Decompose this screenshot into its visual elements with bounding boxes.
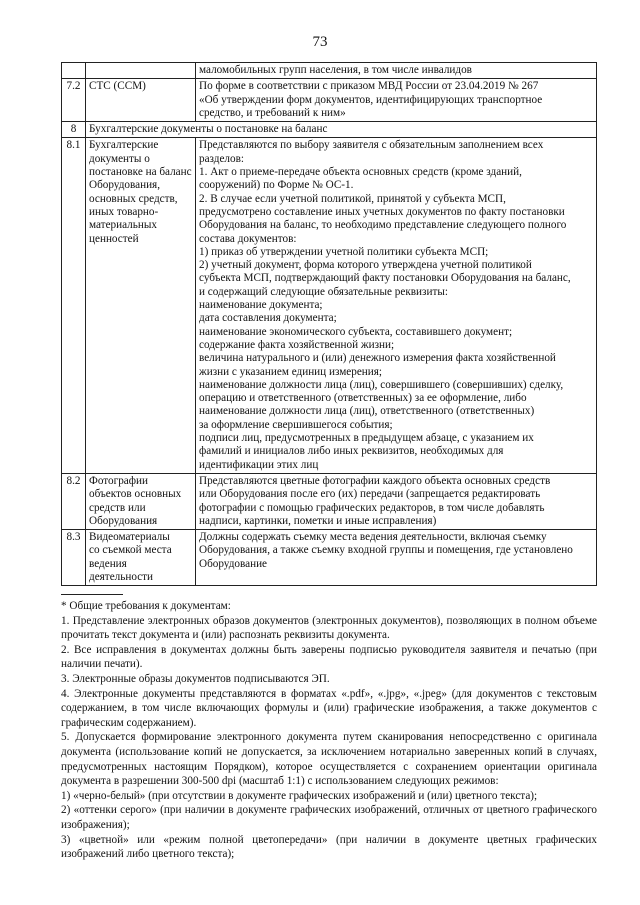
row-name-line: документы о: [89, 152, 150, 165]
content-line: величина натурального и (или) денежного измерения факта хозяйственной: [199, 352, 556, 365]
row-name-line: Фотографии: [89, 474, 148, 487]
content-line: «Об утверждении форм документов, идентифицирующих транспортное: [199, 93, 543, 106]
row-name-line: объектов основных: [89, 488, 182, 501]
row-number-cell: [62, 63, 86, 79]
content-line: и содержащий следующие обязательные реквизиты:: [199, 285, 448, 298]
table-row-7-2: [62, 79, 597, 122]
content-line: жизни с указанием единиц измерения;: [199, 365, 383, 378]
content-line: Представляются цветные фотографии каждого объекта основных средств: [199, 474, 551, 487]
documents-table: [61, 62, 597, 586]
section-number: 8: [62, 122, 86, 138]
row-name: [86, 473, 196, 529]
content-line: 1) приказ об утверждении учетной политики субъекта МСП;: [199, 245, 489, 258]
note-item: 2. Все исправления в документах должны быть заверены подписью руководителя заявителя и печатью (при наличии печати).: [61, 643, 597, 671]
table-row-8-2: [62, 473, 597, 529]
footnote-divider: [61, 594, 123, 595]
row-content: [196, 79, 597, 122]
note-item: 5. Допускается формирование электронного документа путем сканирования непосредственно с оригинала документа (использование копий не допускается, за исключением нотариально заверенных копий в случаях, предусмотренных настоящим Порядком), которое осуществляется с сохранением ориентации оригинала документа в разрешении 300-500 dpi (масштаб 1:1) с использованием следующих режимов:: [61, 731, 597, 788]
content-line: дата составления документа;: [199, 312, 337, 325]
content-line: разделов:: [199, 152, 245, 165]
row-name-line: материальных: [89, 219, 157, 232]
content-line: содержание факта хозяйственной жизни;: [199, 338, 395, 351]
row-name-line: ведения: [89, 557, 127, 570]
content-line: подписи лиц, предусмотренных в предыдущем абзаце, с указанием их: [199, 432, 534, 445]
note-item: 3. Электронные образы документов подписываются ЭП.: [61, 672, 330, 685]
content-line: Оборудование: [199, 557, 268, 570]
content-line: Должны содержать съемку места ведения деятельности, включая съемку: [199, 531, 547, 544]
content-line: предусмотрено составление иных учетных документов по факту постановки: [199, 205, 565, 218]
row-name: [86, 530, 196, 586]
document-requirements-notes: [61, 599, 597, 862]
table-row-8-3: [62, 530, 597, 586]
content-line: наименование документа;: [199, 299, 323, 312]
note-item: 4. Электронные документы представляются в форматах «.pdf», «.jpg», «.jpeg» (для документов с текстовым содержанием, в том числе включающих формулы и (или) графические изображения, а также документов с графическим содержанием).: [61, 687, 597, 729]
content-line: наименование должности лица (лиц), совершившего (совершивших) сделку,: [199, 378, 564, 391]
continuation-text: маломобильных групп населения, в том числе инвалидов: [196, 63, 597, 79]
note-item: 1) «черно-белый» (при отсутствии в документе графических изображений и (или) цветного текста);: [61, 789, 538, 802]
row-name-cell: [86, 63, 196, 79]
row-name-line: СТС (ССМ): [89, 80, 146, 93]
page-number: 73: [312, 34, 328, 50]
content-line: Представляются по выбору заявителя с обязательным заполнением всех: [199, 139, 544, 152]
row-name-line: Видеоматериалы: [89, 531, 170, 544]
row-name-line: со съемкой места: [89, 544, 172, 557]
note-item: 2) «оттенки серого» (при наличии в документе графических изображений, отличных от цветного графического изображения);: [61, 804, 597, 831]
row-name-line: деятельности: [89, 570, 154, 583]
row-content: [196, 473, 597, 529]
content-line: надписи, картинки, пометки и иные исправления): [199, 514, 437, 527]
row-name-line: постановке на баланс: [89, 166, 192, 179]
content-line: операцию и ответственного (ответственных) за ее оформление, либо: [199, 392, 527, 405]
content-line: за оформление свершившегося события;: [199, 418, 393, 431]
row-name-line: ценностей: [89, 232, 139, 245]
row-number: 7.2: [62, 79, 86, 122]
content-line: 2) учетный документ, форма которого утверждена учетной политикой: [199, 259, 532, 272]
row-name-line: Оборудования,: [89, 179, 161, 192]
content-line: фамилий и инициалов либо иных реквизитов, необходимых для: [199, 445, 504, 458]
note-item: 1. Представление электронных образов документов (электронных документов), позволяющих в полном объеме прочитать текст документа и (или) распознать реквизиты документа.: [61, 614, 597, 642]
content-line: средство, и требований к ним»: [199, 106, 346, 119]
content-line: идентификации этих лиц: [199, 458, 319, 471]
row-name-line: средств или: [89, 501, 146, 514]
row-content: [196, 138, 597, 473]
section-header-row: [62, 122, 597, 138]
content-line: фотографии с помощью графических редакторов, в том числе добавлять: [199, 501, 545, 514]
note-item: 3) «цветной» или «режим полной цветопередачи» (при наличии в документе цветных графических изображений либо цветного текста);: [61, 833, 597, 861]
content-line: Оборудования на баланс, то необходимо представление следующего полного: [199, 219, 567, 232]
row-name-line: Оборудования: [89, 514, 158, 527]
row-name-line: основных средств,: [89, 192, 178, 205]
table-row-8-1: [62, 138, 597, 473]
content-line: или Оборудования после его (их) передачи (запрещается редактировать: [199, 488, 541, 501]
content-line: субъекта МСП, подтверждающий факту постановки Оборудования на баланс,: [199, 272, 571, 285]
row-name-line: иных товарно-: [89, 205, 159, 218]
row-content: [196, 530, 597, 586]
content-line: сооружений) по Форме № ОС-1.: [199, 179, 354, 192]
row-number: 8.1: [62, 138, 86, 473]
row-number: 8.3: [62, 530, 86, 586]
continuation-row: [62, 63, 597, 79]
content-line: наименование экономического субъекта, составившего документ;: [199, 325, 513, 338]
row-name-line: Бухгалтерские: [89, 139, 159, 152]
content-line: По форме в соответствии с приказом МВД России от 23.04.2019 № 267: [199, 80, 539, 93]
content-line: состава документов:: [199, 232, 297, 245]
row-number: 8.2: [62, 473, 86, 529]
notes-heading: * Общие требования к документам:: [61, 600, 231, 612]
row-name: [86, 138, 196, 473]
section-title: Бухгалтерские документы о постановке на баланс: [86, 122, 597, 138]
content-line: 1. Акт о приеме-передаче объекта основных средств (кроме зданий,: [199, 166, 522, 179]
content-line: Оборудования, а также съемку входной группы и помещения, где установлено: [199, 544, 573, 557]
content-line: 2. В случае если учетной политикой, принятой у субъекта МСП,: [199, 192, 506, 205]
content-line: наименование должности лица (лиц), ответственного (ответственных): [199, 405, 535, 418]
row-name: [86, 79, 196, 122]
